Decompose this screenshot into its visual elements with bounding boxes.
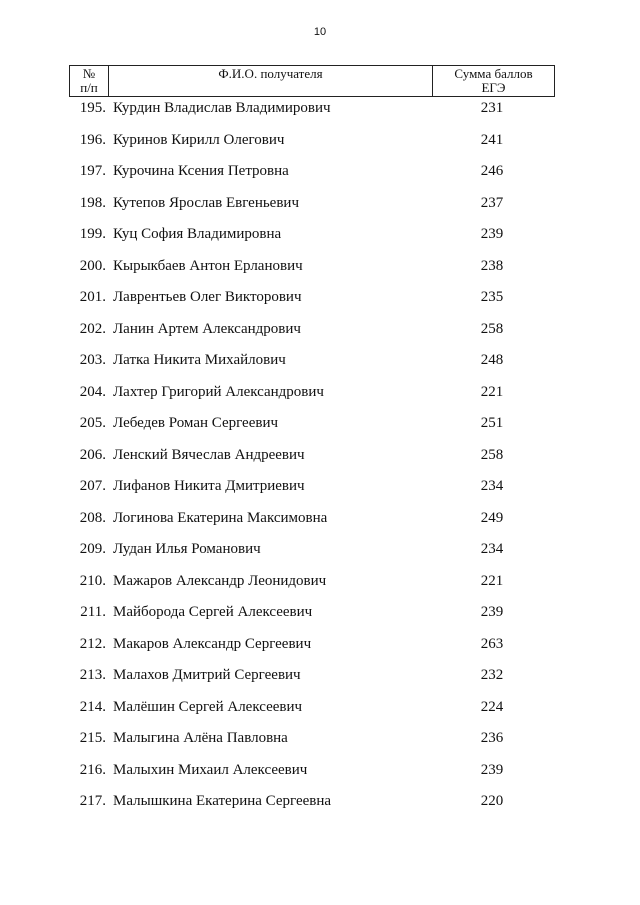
recipient-name: Логинова Екатерина Максимовна — [113, 510, 328, 526]
table-row — [0, 224, 640, 244]
recipient-name: Лебедев Роман Сергеевич — [113, 415, 279, 431]
recipient-name: Малыгина Алёна Павловна — [113, 730, 288, 746]
table-row — [0, 161, 640, 181]
exam-score: 232 — [480, 667, 504, 683]
table-row — [0, 476, 640, 496]
row-number: 203. — [79, 352, 106, 368]
table-row — [0, 791, 640, 811]
row-number: 204. — [79, 384, 106, 400]
row-number: 211. — [80, 604, 106, 620]
table-row — [0, 193, 640, 213]
header-name-cell — [109, 66, 433, 96]
row-number: 213. — [79, 667, 106, 683]
row-number: 212. — [79, 636, 106, 652]
recipient-name: Лифанов Никита Дмитриевич — [113, 478, 305, 494]
row-number: 200. — [79, 258, 106, 274]
recipient-name: Курдин Владислав Владимирович — [113, 100, 331, 116]
exam-score: 258 — [480, 447, 504, 463]
recipient-name: Куринов Кирилл Олегович — [113, 132, 285, 148]
recipient-name: Латка Никита Михайлович — [113, 352, 286, 368]
row-number: 197. — [79, 163, 106, 179]
recipient-name: Курочина Ксения Петровна — [113, 163, 289, 179]
exam-score: 221 — [480, 573, 504, 589]
table-row — [0, 539, 640, 559]
row-number: 216. — [79, 762, 106, 778]
row-number: 210. — [79, 573, 106, 589]
recipient-name: Лаврентьев Олег Викторович — [113, 289, 302, 305]
recipient-name: Лудан Илья Романович — [113, 541, 261, 557]
header-number-label: № — [82, 66, 96, 81]
row-number: 198. — [79, 195, 106, 211]
table-row — [0, 382, 640, 402]
table-row — [0, 697, 640, 717]
table-row — [0, 665, 640, 685]
table-row — [0, 413, 640, 433]
row-number: 209. — [79, 541, 106, 557]
exam-score: 258 — [480, 321, 504, 337]
exam-score: 220 — [480, 793, 504, 809]
row-number: 208. — [79, 510, 106, 526]
recipient-name: Малёшин Сергей Алексеевич — [113, 699, 303, 715]
recipient-name: Малыхин Михаил Алексеевич — [113, 762, 308, 778]
exam-score: 263 — [480, 636, 504, 652]
header-score-label: Сумма баллов — [454, 66, 533, 81]
exam-score: 237 — [480, 195, 504, 211]
exam-score: 236 — [480, 730, 504, 746]
header-score-cell — [433, 66, 554, 96]
exam-score: 234 — [480, 478, 504, 494]
row-number: 196. — [79, 132, 106, 148]
table-row — [0, 287, 640, 307]
table-row — [0, 760, 640, 780]
table-row — [0, 256, 640, 276]
row-number: 207. — [79, 478, 106, 494]
table-row — [0, 508, 640, 528]
exam-score: 231 — [480, 100, 504, 116]
table-row — [0, 634, 640, 654]
exam-score: 238 — [480, 258, 504, 274]
table-row — [0, 130, 640, 150]
recipient-name: Малышкина Екатерина Сергеевна — [113, 793, 332, 809]
exam-score: 246 — [480, 163, 504, 179]
table-row — [0, 350, 640, 370]
recipient-name: Ленский Вячеслав Андреевич — [113, 447, 305, 463]
exam-score: 239 — [480, 762, 504, 778]
recipient-name: Лахтер Григорий Александрович — [113, 384, 324, 400]
recipient-name: Малахов Дмитрий Сергеевич — [113, 667, 301, 683]
exam-score: 221 — [480, 384, 504, 400]
recipient-name: Ланин Артем Александрович — [113, 321, 301, 337]
exam-score: 248 — [480, 352, 504, 368]
exam-score: 239 — [480, 604, 504, 620]
recipient-name: Мажаров Александр Леонидович — [113, 573, 327, 589]
table-row — [0, 98, 640, 118]
table-row — [0, 319, 640, 339]
exam-score: 249 — [480, 510, 504, 526]
header-number-cell — [70, 66, 109, 96]
recipient-name: Кырыкбаев Антон Ерланович — [113, 258, 303, 274]
table-row — [0, 602, 640, 622]
exam-score: 235 — [480, 289, 504, 305]
exam-score: 241 — [480, 132, 504, 148]
page-number: 10 — [313, 26, 327, 38]
row-number: 217. — [79, 793, 106, 809]
exam-score: 251 — [480, 415, 504, 431]
table-row — [0, 728, 640, 748]
exam-score: 239 — [480, 226, 504, 242]
table-header — [69, 65, 555, 97]
exam-score: 234 — [480, 541, 504, 557]
header-name-label: Ф.И.О. получателя — [218, 66, 323, 81]
table-row — [0, 571, 640, 591]
row-number: 214. — [79, 699, 106, 715]
recipient-name: Кутепов Ярослав Евгеньевич — [113, 195, 299, 211]
header-number-sublabel: п/п — [80, 80, 98, 95]
row-number: 195. — [79, 100, 106, 116]
row-number: 206. — [79, 447, 106, 463]
row-number: 202. — [79, 321, 106, 337]
recipient-name: Куц София Владимировна — [113, 226, 282, 242]
header-score-sublabel: ЕГЭ — [481, 80, 506, 95]
table-row — [0, 445, 640, 465]
row-number: 199. — [79, 226, 106, 242]
row-number: 205. — [79, 415, 106, 431]
row-number: 215. — [79, 730, 106, 746]
recipient-name: Макаров Александр Сергеевич — [113, 636, 312, 652]
row-number: 201. — [79, 289, 106, 305]
recipient-name: Майборода Сергей Алексеевич — [113, 604, 313, 620]
exam-score: 224 — [480, 699, 504, 715]
